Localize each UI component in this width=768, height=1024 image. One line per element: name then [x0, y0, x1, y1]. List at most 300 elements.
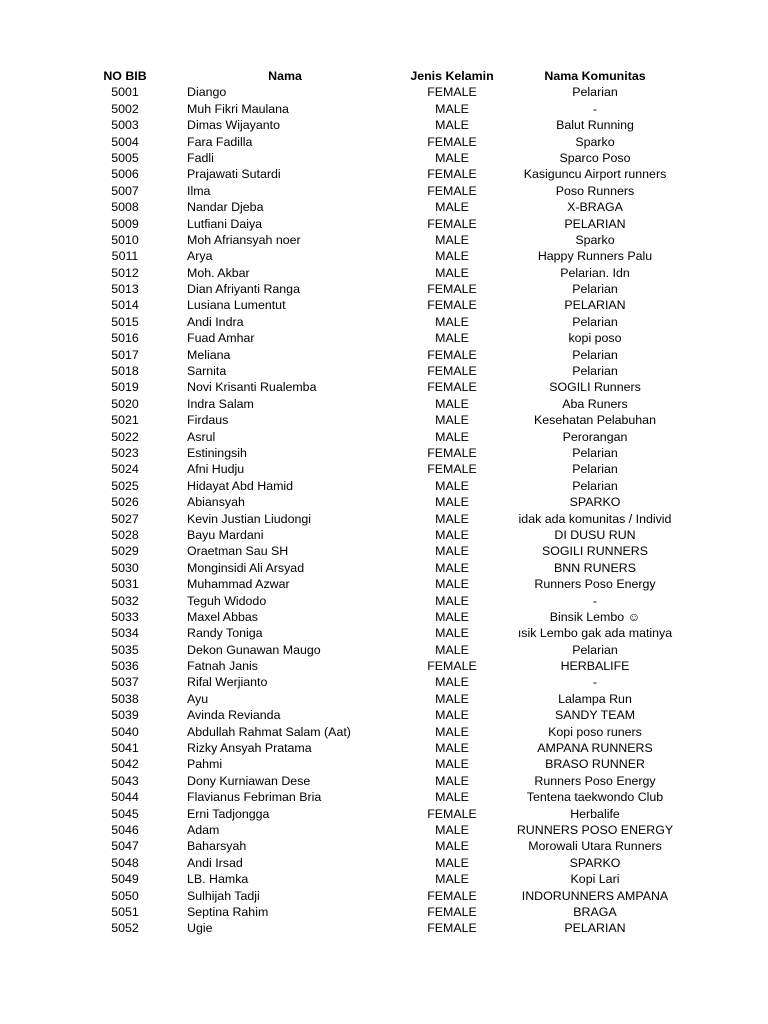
cell-jenis-kelamin: MALE: [435, 577, 469, 592]
komunitas-text: DI DUSU RUN: [554, 527, 636, 542]
cell-nama: Ugie: [187, 921, 213, 936]
komunitas-text: PELARIAN: [564, 216, 626, 231]
cell-nama-komunitas: [513, 232, 677, 248]
cell-nama: Asrul: [187, 429, 216, 444]
header-nama: Nama: [268, 69, 302, 83]
cell-nama-komunitas: [513, 593, 677, 609]
komunitas-text: AMPANA RUNNERS: [537, 741, 653, 756]
table-row: [0, 248, 768, 264]
table-row: [0, 396, 768, 412]
cell-nama: Dian Afriyanti Ranga: [187, 282, 300, 297]
cell-nama: Moh Afriansyah noer: [187, 232, 301, 247]
cell-nama: Muhammad Azwar: [187, 577, 290, 592]
komunitas-text: HERBALIFE: [560, 659, 630, 674]
komunitas-text: Kasiguncu Airport runners: [523, 167, 667, 182]
komunitas-text: SPARKO: [569, 495, 621, 510]
komunitas-text: X-BRAGA: [567, 200, 623, 215]
cell-nama: Randy Toniga: [187, 626, 263, 641]
cell-nama: Adam: [187, 822, 220, 837]
cell-nama: Septina Rahim: [187, 904, 269, 919]
table-row: [0, 101, 768, 117]
komunitas-text: Aba Runers: [562, 396, 628, 411]
cell-jenis-kelamin: MALE: [435, 478, 469, 493]
cell-jenis-kelamin: MALE: [435, 495, 469, 510]
table-row: [0, 412, 768, 428]
table-row: [0, 773, 768, 789]
table-row: [0, 789, 768, 805]
cell-nama-komunitas: [513, 773, 677, 789]
cell-nama-komunitas: [513, 150, 677, 166]
cell-no-bib: 5052: [111, 921, 139, 936]
table-row: [0, 199, 768, 215]
table-row: [0, 461, 768, 477]
cell-jenis-kelamin: MALE: [435, 790, 469, 805]
cell-nama: Ayu: [187, 691, 209, 706]
cell-nama: Indra Salam: [187, 396, 254, 411]
table-row: [0, 297, 768, 313]
table-row: [0, 576, 768, 592]
cell-nama-komunitas: [513, 822, 677, 838]
cell-nama-komunitas: [513, 412, 677, 428]
table-row: [0, 674, 768, 690]
cell-nama-komunitas: [513, 429, 677, 445]
cell-nama: Oraetman Sau SH: [187, 544, 289, 559]
cell-no-bib: 5051: [111, 904, 139, 919]
cell-nama-komunitas: [513, 707, 677, 723]
komunitas-text: Balut Running: [556, 118, 634, 133]
cell-no-bib: 5013: [111, 282, 139, 297]
cell-no-bib: 5010: [111, 232, 139, 247]
table-row: [0, 232, 768, 248]
table-row: [0, 150, 768, 166]
cell-jenis-kelamin: MALE: [435, 118, 469, 133]
table-row: [0, 888, 768, 904]
cell-jenis-kelamin: MALE: [435, 544, 469, 559]
cell-no-bib: 5014: [111, 298, 139, 313]
cell-no-bib: 5012: [111, 265, 139, 280]
komunitas-text: Runners Poso Energy: [534, 773, 656, 788]
cell-nama: Ilma: [187, 183, 211, 198]
table-row: [0, 593, 768, 609]
komunitas-text: -: [592, 593, 598, 608]
komunitas-text: SPARKO: [569, 855, 621, 870]
cell-nama: Sulhijah Tadji: [187, 888, 260, 903]
table-row: [0, 871, 768, 887]
komunitas-text: Poso Runners: [555, 183, 635, 198]
komunitas-text: Pelarian: [572, 462, 618, 477]
cell-nama-komunitas: [513, 658, 677, 674]
cell-jenis-kelamin: MALE: [435, 314, 469, 329]
komunitas-text: Pelarian: [572, 314, 618, 329]
cell-no-bib: 5025: [111, 478, 139, 493]
cell-nama: Dimas Wijayanto: [187, 118, 280, 133]
cell-no-bib: 5027: [111, 511, 139, 526]
komunitas-text: Sparko: [575, 134, 615, 149]
cell-jenis-kelamin: MALE: [435, 872, 469, 887]
table-row: [0, 724, 768, 740]
cell-nama-komunitas: [513, 330, 677, 346]
cell-jenis-kelamin: MALE: [435, 724, 469, 739]
komunitas-text: Pelarian: [572, 282, 618, 297]
table-row: [0, 822, 768, 838]
komunitas-text: Pelarian. Idn: [560, 265, 630, 280]
cell-nama: Kevin Justian Liudongi: [187, 511, 311, 526]
cell-nama: Baharsyah: [187, 839, 247, 854]
cell-no-bib: 5026: [111, 495, 139, 510]
cell-no-bib: 5044: [111, 790, 139, 805]
cell-nama: LB. Hamka: [187, 872, 249, 887]
cell-no-bib: 5005: [111, 150, 139, 165]
cell-jenis-kelamin: MALE: [435, 560, 469, 575]
table-header-row: [0, 68, 768, 84]
cell-no-bib: 5022: [111, 429, 139, 444]
cell-no-bib: 5029: [111, 544, 139, 559]
table-row: [0, 347, 768, 363]
cell-no-bib: 5034: [111, 626, 139, 641]
cell-no-bib: 5035: [111, 642, 139, 657]
cell-jenis-kelamin: FEMALE: [427, 462, 477, 477]
cell-nama: Lusiana Lumentut: [187, 298, 286, 313]
cell-jenis-kelamin: MALE: [435, 101, 469, 116]
cell-nama-komunitas: [513, 166, 677, 182]
cell-nama: Abdullah Rahmat Salam (Aat): [187, 724, 351, 739]
cell-jenis-kelamin: MALE: [435, 265, 469, 280]
cell-nama: Rizky Ansyah Pratama: [187, 741, 312, 756]
cell-jenis-kelamin: FEMALE: [427, 216, 477, 231]
table-row: [0, 265, 768, 281]
cell-jenis-kelamin: FEMALE: [427, 921, 477, 936]
cell-jenis-kelamin: FEMALE: [427, 659, 477, 674]
komunitas-text: PELARIAN: [564, 921, 626, 936]
cell-jenis-kelamin: MALE: [435, 691, 469, 706]
cell-nama: Lutfiani Daiya: [187, 216, 263, 231]
cell-nama-komunitas: [513, 740, 677, 756]
cell-nama: Hidayat Abd Hamid: [187, 478, 294, 493]
cell-nama-komunitas: [513, 789, 677, 805]
cell-nama-komunitas: [513, 84, 677, 100]
cell-no-bib: 5028: [111, 527, 139, 542]
cell-nama-komunitas: [513, 396, 677, 412]
table-row: [0, 904, 768, 920]
komunitas-text: RUNNERS POSO ENERGY: [516, 822, 674, 837]
cell-nama-komunitas: [513, 265, 677, 281]
cell-nama: Erni Tadjongga: [187, 806, 270, 821]
table-row: [0, 494, 768, 510]
cell-no-bib: 5009: [111, 216, 139, 231]
cell-nama-komunitas: [513, 379, 677, 395]
cell-no-bib: 5037: [111, 675, 139, 690]
cell-nama: Andi Irsad: [187, 855, 243, 870]
cell-no-bib: 5030: [111, 560, 139, 575]
cell-no-bib: 5015: [111, 314, 139, 329]
komunitas-text: Binsik Lembo ☺: [549, 609, 641, 624]
cell-nama-komunitas: [513, 642, 677, 658]
header-nama-komunitas: Nama Komunitas: [544, 69, 646, 83]
cell-nama: Nandar Djeba: [187, 200, 264, 215]
cell-nama: Dony Kurniawan Dese: [187, 773, 311, 788]
cell-nama-komunitas: [513, 625, 677, 641]
cell-nama: Maxel Abbas: [187, 609, 258, 624]
cell-nama-komunitas: [513, 363, 677, 379]
cell-nama-komunitas: [513, 806, 677, 822]
table-row: [0, 920, 768, 936]
cell-no-bib: 5006: [111, 167, 139, 182]
table-row: [0, 806, 768, 822]
table-row: [0, 511, 768, 527]
komunitas-text: PELARIAN: [564, 298, 626, 313]
cell-no-bib: 5043: [111, 773, 139, 788]
cell-nama-komunitas: [513, 838, 677, 854]
table-row: [0, 707, 768, 723]
table-row: [0, 314, 768, 330]
cell-no-bib: 5011: [111, 249, 139, 264]
cell-no-bib: 5048: [111, 855, 139, 870]
komunitas-text: kopi poso: [568, 331, 622, 346]
komunitas-text: Morowali Utara Runners: [528, 839, 662, 854]
komunitas-text: Lalampa Run: [558, 691, 632, 706]
cell-jenis-kelamin: FEMALE: [427, 904, 477, 919]
cell-no-bib: 5016: [111, 331, 139, 346]
cell-nama: Monginsidi Ali Arsyad: [187, 560, 305, 575]
komunitas-text: BRAGA: [573, 904, 617, 919]
cell-nama: Dekon Gunawan Maugo: [187, 642, 321, 657]
cell-nama-komunitas: [513, 527, 677, 543]
cell-jenis-kelamin: MALE: [435, 855, 469, 870]
cell-jenis-kelamin: MALE: [435, 200, 469, 215]
cell-nama: Moh. Akbar: [187, 265, 250, 280]
cell-nama-komunitas: [513, 314, 677, 330]
header-no-bib: NO BIB: [103, 69, 147, 83]
komunitas-text: Pelarian: [572, 478, 618, 493]
cell-nama-komunitas: [513, 560, 677, 576]
komunitas-text: -: [592, 675, 598, 690]
cell-nama-komunitas: [513, 756, 677, 772]
cell-jenis-kelamin: MALE: [435, 150, 469, 165]
komunitas-text: Pelarian: [572, 445, 618, 460]
table-row: [0, 691, 768, 707]
participant-table: [0, 68, 768, 937]
cell-nama-komunitas: [513, 904, 677, 920]
cell-nama-komunitas: [513, 511, 677, 527]
cell-no-bib: 5017: [111, 347, 139, 362]
cell-jenis-kelamin: FEMALE: [427, 380, 477, 395]
cell-nama-komunitas: [513, 461, 677, 477]
table-row: [0, 363, 768, 379]
table-row: [0, 756, 768, 772]
table-row: [0, 658, 768, 674]
cell-jenis-kelamin: FEMALE: [427, 183, 477, 198]
table-row: [0, 527, 768, 543]
cell-nama-komunitas: [513, 297, 677, 313]
cell-nama: Flavianus Febriman Bria: [187, 790, 322, 805]
cell-jenis-kelamin: FEMALE: [427, 282, 477, 297]
cell-nama-komunitas: [513, 478, 677, 494]
cell-no-bib: 5021: [111, 413, 139, 428]
komunitas-text: Perorangan: [562, 429, 628, 444]
cell-jenis-kelamin: MALE: [435, 675, 469, 690]
table-row: [0, 84, 768, 100]
cell-jenis-kelamin: MALE: [435, 822, 469, 837]
komunitas-text: Kopi Lari: [570, 872, 620, 887]
cell-nama-komunitas: [513, 871, 677, 887]
cell-nama-komunitas: [513, 445, 677, 461]
cell-jenis-kelamin: MALE: [435, 741, 469, 756]
komunitas-text: Happy Runners Palu: [537, 249, 653, 264]
cell-nama: Abiansyah: [187, 495, 245, 510]
cell-nama: Meliana: [187, 347, 231, 362]
cell-no-bib: 5020: [111, 396, 139, 411]
cell-no-bib: 5023: [111, 445, 139, 460]
cell-nama: Estiningsih: [187, 445, 247, 460]
cell-no-bib: 5046: [111, 822, 139, 837]
cell-nama-komunitas: [513, 347, 677, 363]
cell-jenis-kelamin: MALE: [435, 609, 469, 624]
table-row: [0, 855, 768, 871]
cell-nama-komunitas: [513, 101, 677, 117]
cell-no-bib: 5038: [111, 691, 139, 706]
cell-no-bib: 5039: [111, 708, 139, 723]
cell-jenis-kelamin: FEMALE: [427, 364, 477, 379]
cell-nama: Rifal Werjianto: [187, 675, 268, 690]
cell-nama: Avinda Revianda: [187, 708, 281, 723]
komunitas-text: Herbalife: [570, 806, 620, 821]
cell-nama-komunitas: [513, 199, 677, 215]
header-jenis-kelamin: Jenis Kelamin: [410, 69, 494, 83]
komunitas-text: idak ada komunitas / Individ: [518, 511, 672, 526]
cell-nama: Prajawati Sutardi: [187, 167, 281, 182]
cell-nama: Novi Krisanti Rualemba: [187, 380, 317, 395]
table-row: [0, 166, 768, 182]
cell-nama-komunitas: [513, 248, 677, 264]
cell-no-bib: 5003: [111, 118, 139, 133]
table-row: [0, 281, 768, 297]
cell-nama-komunitas: [513, 888, 677, 904]
table-row: [0, 117, 768, 133]
table-row: [0, 429, 768, 445]
cell-nama-komunitas: [513, 609, 677, 625]
cell-nama-komunitas: [513, 674, 677, 690]
komunitas-text: SOGILI RUNNERS: [541, 544, 649, 559]
cell-nama: Andi Indra: [187, 314, 244, 329]
table-row: [0, 543, 768, 559]
cell-nama: Fara Fadilla: [187, 134, 253, 149]
cell-jenis-kelamin: MALE: [435, 511, 469, 526]
cell-no-bib: 5042: [111, 757, 139, 772]
cell-no-bib: 5032: [111, 593, 139, 608]
cell-no-bib: 5008: [111, 200, 139, 215]
cell-no-bib: 5019: [111, 380, 139, 395]
cell-no-bib: 5031: [111, 577, 139, 592]
cell-nama-komunitas: [513, 281, 677, 297]
cell-no-bib: 5050: [111, 888, 139, 903]
cell-jenis-kelamin: MALE: [435, 396, 469, 411]
cell-nama-komunitas: [513, 724, 677, 740]
cell-no-bib: 5007: [111, 183, 139, 198]
cell-nama-komunitas: [513, 216, 677, 232]
cell-jenis-kelamin: MALE: [435, 626, 469, 641]
cell-jenis-kelamin: MALE: [435, 757, 469, 772]
cell-jenis-kelamin: MALE: [435, 593, 469, 608]
cell-jenis-kelamin: MALE: [435, 232, 469, 247]
cell-jenis-kelamin: MALE: [435, 429, 469, 444]
cell-nama-komunitas: [513, 494, 677, 510]
komunitas-text: Kopi poso runers: [548, 724, 642, 739]
table-row: [0, 183, 768, 199]
cell-no-bib: 5045: [111, 806, 139, 821]
cell-no-bib: 5004: [111, 134, 139, 149]
cell-nama-komunitas: [513, 134, 677, 150]
komunitas-text: Pelarian: [572, 85, 618, 100]
table-row: [0, 330, 768, 346]
cell-jenis-kelamin: MALE: [435, 773, 469, 788]
cell-nama-komunitas: [513, 691, 677, 707]
cell-nama-komunitas: [513, 855, 677, 871]
cell-jenis-kelamin: FEMALE: [427, 167, 477, 182]
cell-nama: Fatnah Janis: [187, 659, 258, 674]
cell-jenis-kelamin: MALE: [435, 708, 469, 723]
cell-nama-komunitas: [513, 576, 677, 592]
table-row: [0, 445, 768, 461]
cell-no-bib: 5018: [111, 364, 139, 379]
table-row: [0, 642, 768, 658]
cell-nama: Pahmi: [187, 757, 223, 772]
cell-no-bib: 5040: [111, 724, 139, 739]
table-body: [0, 84, 768, 936]
cell-jenis-kelamin: MALE: [435, 642, 469, 657]
table-row: [0, 560, 768, 576]
cell-no-bib: 5036: [111, 659, 139, 674]
cell-no-bib: 5024: [111, 462, 139, 477]
cell-jenis-kelamin: MALE: [435, 839, 469, 854]
cell-nama: Fuad Amhar: [187, 331, 255, 346]
table-row: [0, 625, 768, 641]
komunitas-text: SOGILI Runners: [549, 380, 641, 395]
cell-jenis-kelamin: FEMALE: [427, 347, 477, 362]
cell-nama: Firdaus: [187, 413, 229, 428]
cell-jenis-kelamin: FEMALE: [427, 445, 477, 460]
komunitas-text: -: [592, 101, 598, 116]
cell-nama-komunitas: [513, 117, 677, 133]
cell-nama: Fadli: [187, 150, 214, 165]
cell-jenis-kelamin: FEMALE: [427, 85, 477, 100]
cell-nama: Sarnita: [187, 364, 227, 379]
cell-nama: Diango: [187, 85, 227, 100]
cell-nama: Arya: [187, 249, 213, 264]
table-row: [0, 379, 768, 395]
komunitas-text: SANDY TEAM: [554, 708, 636, 723]
komunitas-text: Runners Poso Energy: [534, 577, 656, 592]
table-row: [0, 216, 768, 232]
cell-nama-komunitas: [513, 543, 677, 559]
cell-nama: Bayu Mardani: [187, 527, 264, 542]
cell-nama: Afni Hudju: [187, 462, 245, 477]
cell-nama: Teguh Widodo: [187, 593, 267, 608]
komunitas-text: BRASO RUNNER: [545, 757, 645, 772]
komunitas-text: Pelarian: [572, 347, 618, 362]
komunitas-text: Tentena taekwondo Club: [526, 790, 664, 805]
table-row: [0, 838, 768, 854]
cell-no-bib: 5033: [111, 609, 139, 624]
komunitas-text: Sparko: [575, 232, 615, 247]
cell-jenis-kelamin: FEMALE: [427, 888, 477, 903]
komunitas-text: ısik Lembo gak ada matinya: [517, 626, 673, 641]
cell-jenis-kelamin: MALE: [435, 413, 469, 428]
komunitas-text: Pelarian: [572, 642, 618, 657]
cell-jenis-kelamin: FEMALE: [427, 298, 477, 313]
komunitas-text: INDORUNNERS AMPANA: [521, 888, 669, 903]
cell-jenis-kelamin: MALE: [435, 249, 469, 264]
cell-nama-komunitas: [513, 920, 677, 936]
